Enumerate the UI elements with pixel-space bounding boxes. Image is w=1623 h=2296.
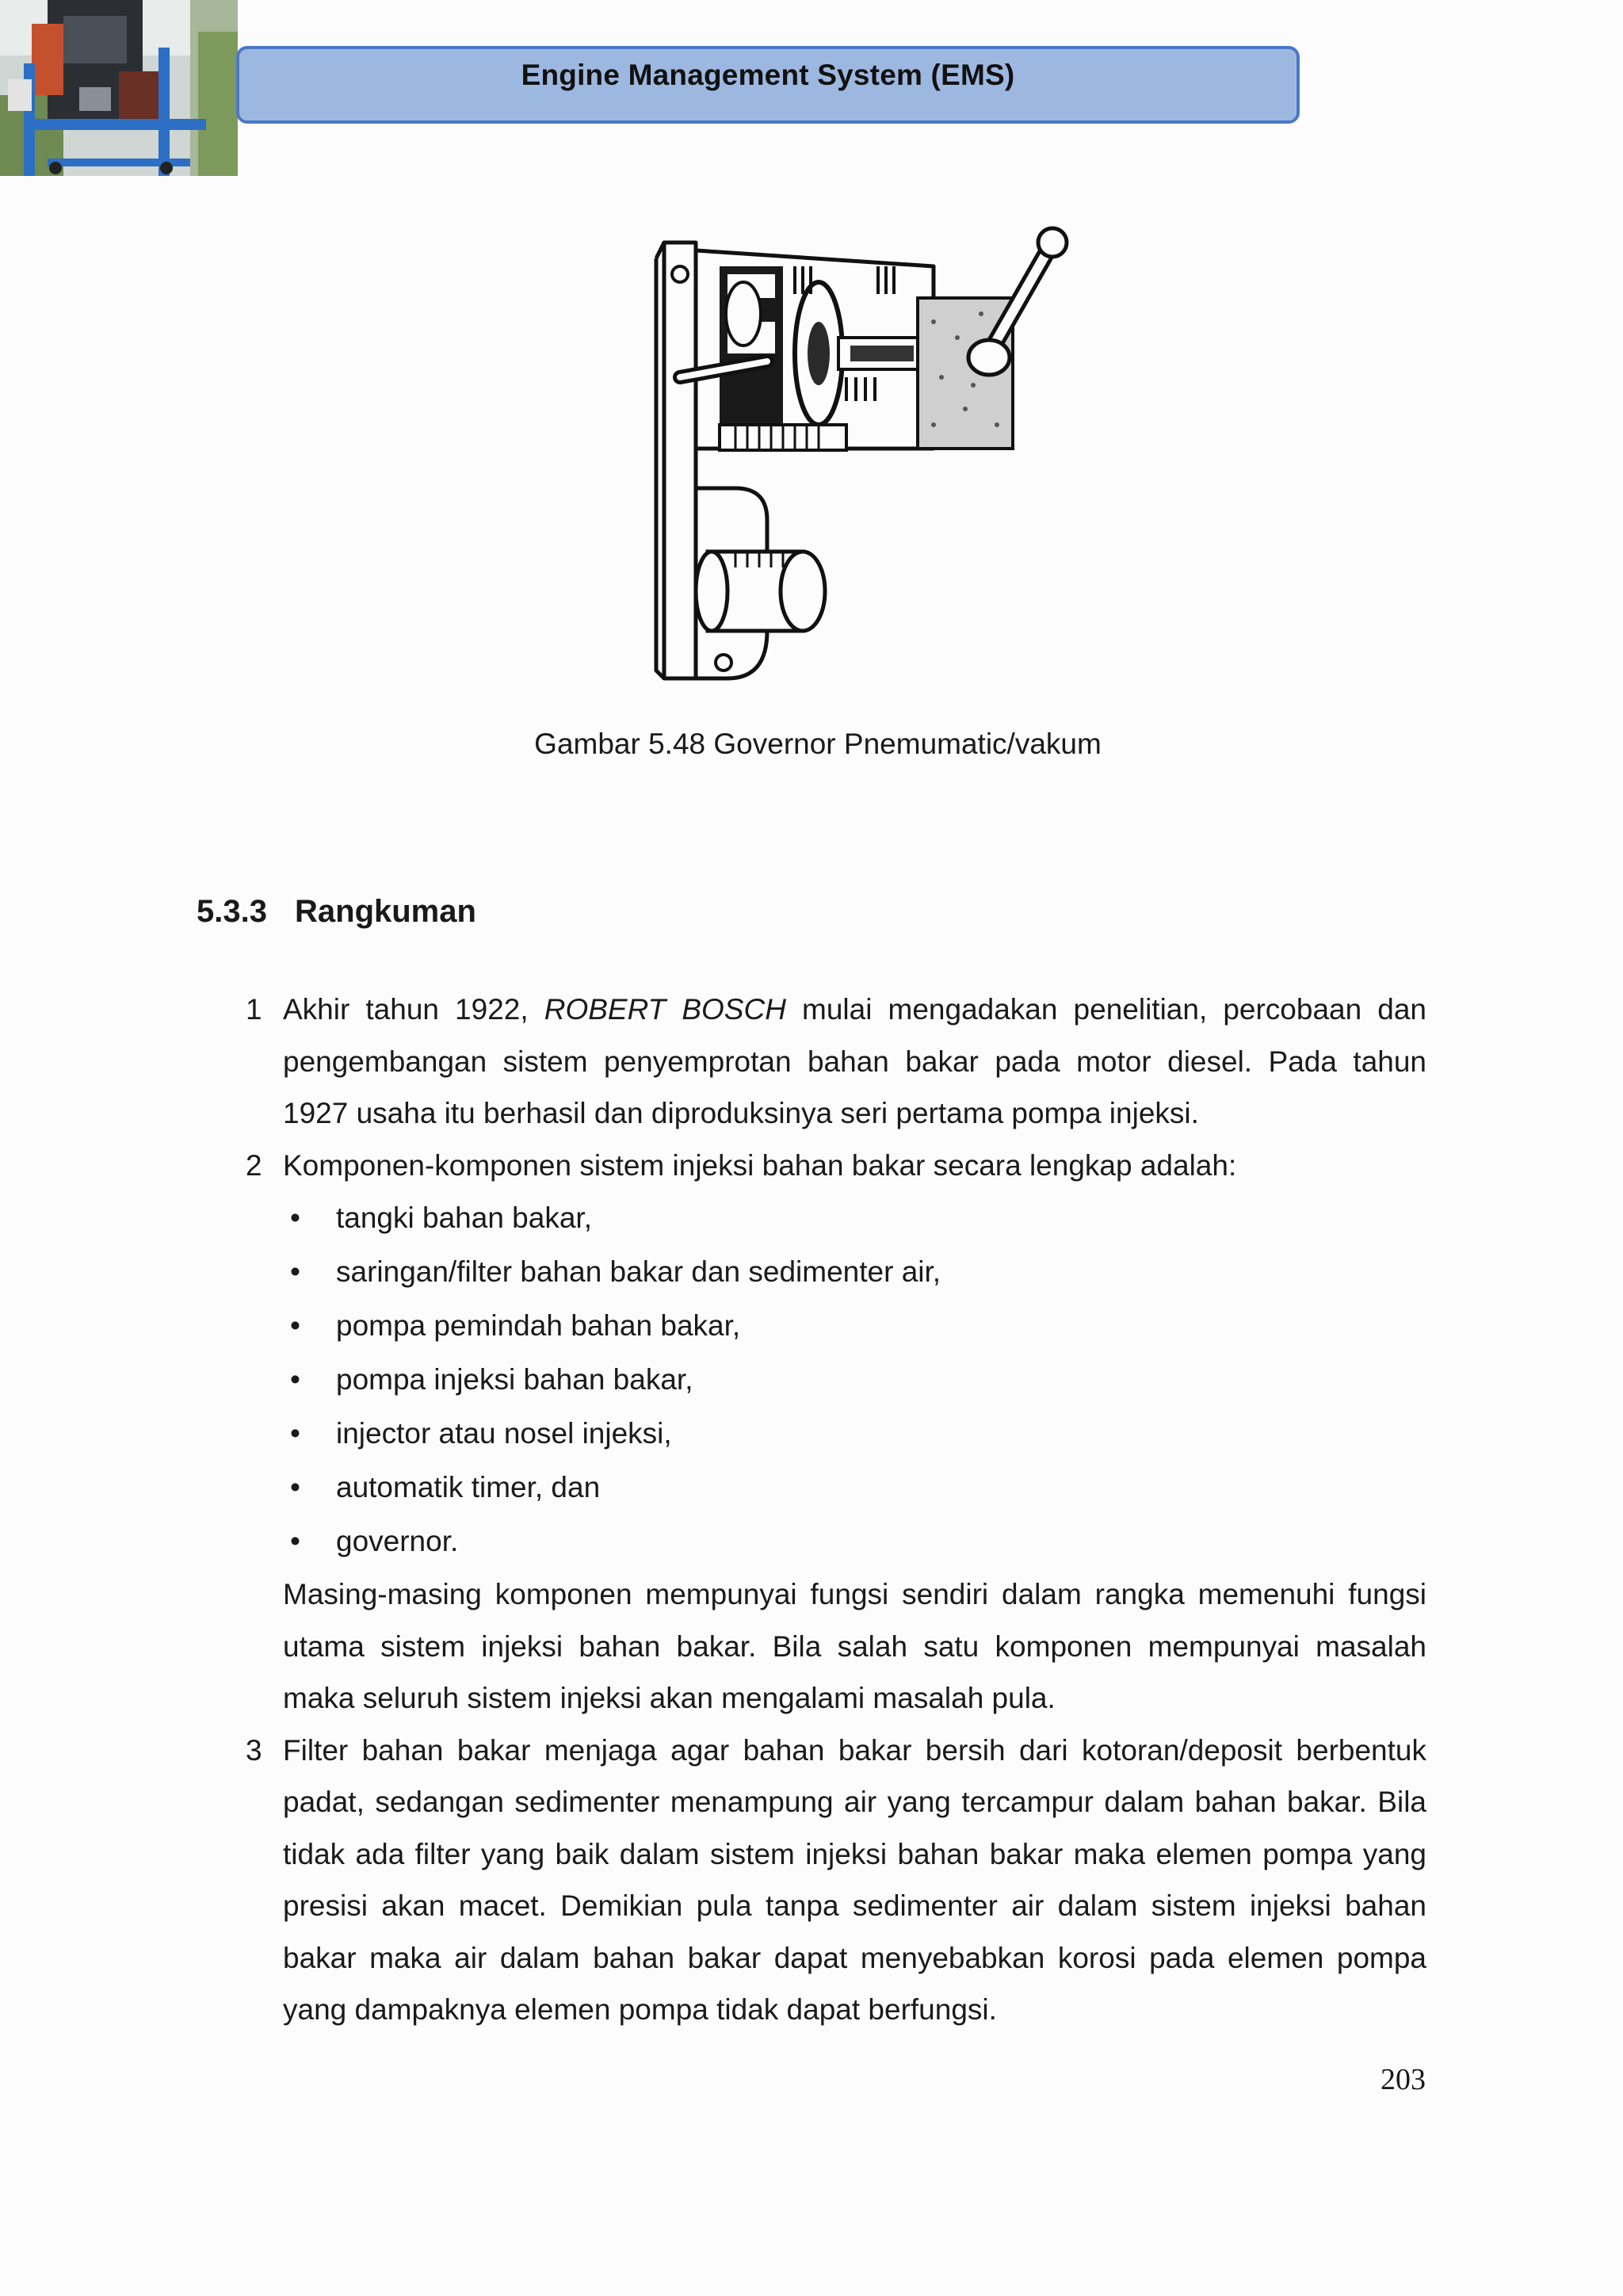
bullet-text: pompa pemindah bahan bakar, — [336, 1309, 741, 1342]
bullet-dot-icon: • — [290, 1309, 300, 1342]
header-banner — [236, 46, 1300, 124]
bullet-item — [290, 1191, 1426, 1245]
item-followup-paragraph: Masing-masing komponen mempunyai fungsi sendiri dalam rangka memenuhi fungsi utama sistem injeksi bahan bakar. Bila salah satu komponen mempunyai masalah maka seluruh sistem injeksi akan mengalami masalah pula. — [283, 1578, 1426, 1714]
figure-caption: Gambar 5.48 Governor Pnemumatic/vakum — [534, 728, 1102, 760]
bullet-text: tangki bahan bakar, — [336, 1201, 592, 1234]
section-number: 5.3.3 — [197, 894, 267, 929]
item-text: Akhir tahun 1922, — [283, 993, 544, 1026]
section-title: Rangkuman — [295, 894, 476, 929]
item-emphasis: ROBERT BOSCH — [544, 993, 786, 1026]
bullet-dot-icon: • — [290, 1417, 300, 1450]
bullet-item — [290, 1245, 1426, 1299]
bullet-item — [290, 1515, 1426, 1568]
governor-figure — [648, 219, 1092, 694]
bullet-dot-icon: • — [290, 1525, 300, 1557]
bullet-item — [290, 1299, 1426, 1353]
bullet-dot-icon: • — [290, 1471, 300, 1503]
list-item-number: 1 — [246, 993, 262, 1026]
item-text: Filter bahan bakar menjaga agar bahan bakar bersih dari kotoran/deposit berbentuk padat, sedangan sedimenter menampung air yang tercampur dalam bahan bakar. Bila tidak ada filter yang baik dalam sistem injeksi bahan bakar maka elemen pompa yang presisi akan macet. Demikian pula tanpa sedimenter air dalam sistem injeksi bahan bakar maka air dalam bahan bakar dapat menyebabkan korosi pada elemen pompa yang dampaknya elemen pompa tidak dapat berfungsi. — [283, 1733, 1426, 2026]
section-heading — [197, 894, 476, 930]
bullet-dot-icon: • — [290, 1201, 300, 1234]
list-item-number: 2 — [246, 1148, 262, 1182]
page-number: 203 — [1381, 2063, 1426, 2096]
bullet-text: pompa injeksi bahan bakar, — [336, 1363, 693, 1396]
list-item — [238, 1725, 1426, 2036]
summary-list — [238, 984, 1426, 2036]
list-item — [238, 1140, 1426, 1192]
item-text: Komponen-komponen sistem injeksi bahan bakar secara lengkap adalah: — [283, 1148, 1237, 1182]
bullet-text: governor. — [336, 1525, 459, 1557]
bullet-dot-icon: • — [290, 1255, 300, 1288]
bullet-dot-icon: • — [290, 1363, 300, 1396]
bullet-item — [290, 1461, 1426, 1515]
component-bullet-list — [238, 1191, 1426, 1568]
list-item — [238, 984, 1426, 1140]
bullet-text: injector atau nosel injeksi, — [336, 1417, 672, 1450]
bullet-item — [290, 1353, 1426, 1407]
bullet-text: automatik timer, dan — [336, 1471, 601, 1503]
engine-stand-photo — [0, 0, 238, 176]
bullet-item — [290, 1407, 1426, 1461]
bullet-text: saringan/filter bahan bakar dan sedimenter air, — [336, 1255, 941, 1288]
item-text: mulai mengadakan penelitian, percobaan dan pengembangan sistem penyemprotan bahan bakar pada motor diesel. Pada tahun 1927 usaha itu berhasil dan diproduksinya seri pertama pompa injeksi. — [283, 993, 1427, 1129]
list-item-number: 3 — [246, 1733, 262, 1767]
header-title: Engine Management System (EMS) — [521, 59, 1015, 91]
